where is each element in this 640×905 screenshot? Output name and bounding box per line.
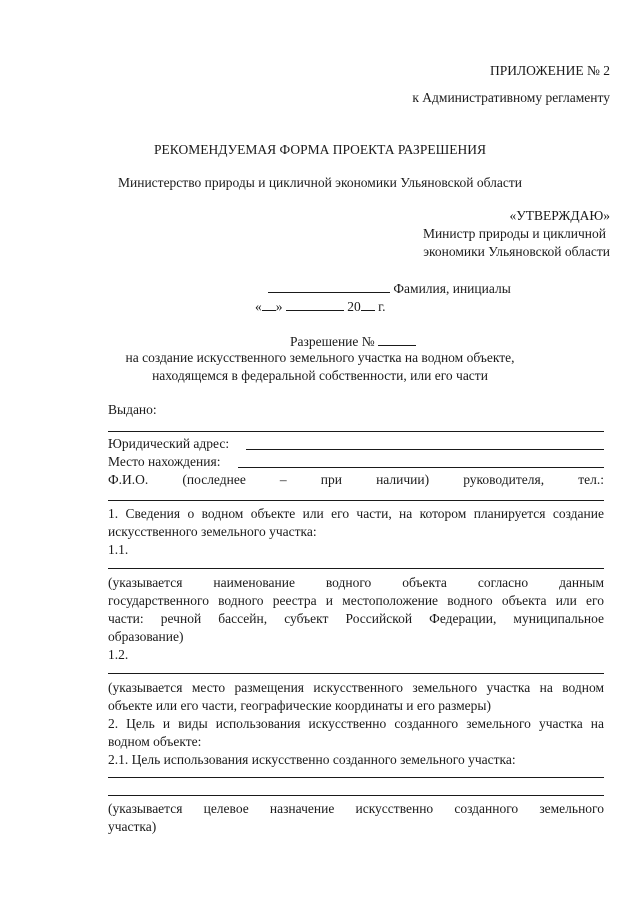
appendix-number: ПРИЛОЖЕНИЕ № 2: [489, 63, 610, 78]
section1-title-line1: 1. Сведения о водном объекте или его части, на котором планируется создание: [108, 506, 604, 521]
signature-line: [268, 278, 511, 298]
section1-item2-blank-line: [108, 673, 604, 674]
section2-title-line1: 2. Цель и виды использования искусственно созданного земельного участка на: [108, 716, 604, 731]
form-title: РЕКОМЕНДУЕМАЯ ФОРМА ПРОЕКТА РАЗРЕШЕНИЯ: [154, 142, 486, 157]
approval-date: « » 20 г.: [255, 296, 386, 316]
permit-number-blank: [378, 331, 416, 346]
permit-subtitle-line1: на создание искусственного земельного участка на водном объекте,: [125, 350, 515, 365]
permit-subtitle-line2: находящемся в федеральной собственности, или его части: [152, 368, 488, 383]
section1-note1-line3: части: речной бассейн, субъект Российской Федерации, муниципальное: [108, 611, 604, 626]
date-year-blank: [361, 296, 375, 311]
section2-note-line1: (указывается целевое назначение искусственно созданного земельного: [108, 801, 604, 816]
date-month-blank: [286, 296, 344, 311]
manager-fio-blank-line: [108, 500, 604, 501]
section1-item1: 1.1.: [108, 542, 129, 557]
section1-note2-line2: объекте или его части, географические координаты и его размеры): [108, 698, 491, 713]
signature-name-label: Фамилия, инициалы: [393, 281, 511, 296]
section1-note1-line1: (указывается наименование водного объекта согласно данным: [108, 575, 604, 590]
approval-position-line2: экономики Ульяновской области: [423, 244, 610, 259]
section2-item1: 2.1. Цель использования искусственно созданного земельного участка:: [108, 752, 516, 767]
issued-label: Выдано:: [108, 402, 157, 417]
permit-title: Разрешение №: [290, 331, 416, 351]
location-blank: [238, 467, 604, 468]
issued-blank-line: [108, 431, 604, 432]
approval-position-line1: Министр природы и цикличной: [422, 226, 606, 241]
section2-item1-blank-line2: [108, 795, 604, 796]
appendix-reference: к Административному регламенту: [412, 90, 610, 105]
section1-note1-line2: государственного водного реестра и местоположение водного объекта или его: [108, 593, 604, 608]
location-label: Место нахождения:: [108, 454, 221, 469]
manager-fio-row: Ф.И.О. (последнее – при наличии) руководителя, тел.:: [108, 472, 604, 487]
signature-blank: [268, 278, 390, 293]
ministry-name: Министерство природы и цикличной экономики Ульяновской области: [118, 175, 522, 190]
date-day-blank: [262, 296, 276, 311]
approval-heading: «УТВЕРЖДАЮ»: [509, 208, 610, 223]
section1-note2-line1: (указывается место размещения искусственного земельного участка на водном: [108, 680, 604, 695]
section1-note1-line4: образование): [108, 629, 184, 644]
legal-address-blank: [246, 449, 604, 450]
section2-note-line2: участка): [108, 819, 157, 834]
legal-address-label: Юридический адрес:: [108, 436, 230, 451]
section1-item1-blank-line: [108, 568, 604, 569]
section1-title-line2: искусственного земельного участка:: [108, 524, 317, 539]
section2-item1-blank-line1: [108, 777, 604, 778]
section1-item2: 1.2.: [108, 647, 129, 662]
section2-title-line2: водном объекте:: [108, 734, 202, 749]
